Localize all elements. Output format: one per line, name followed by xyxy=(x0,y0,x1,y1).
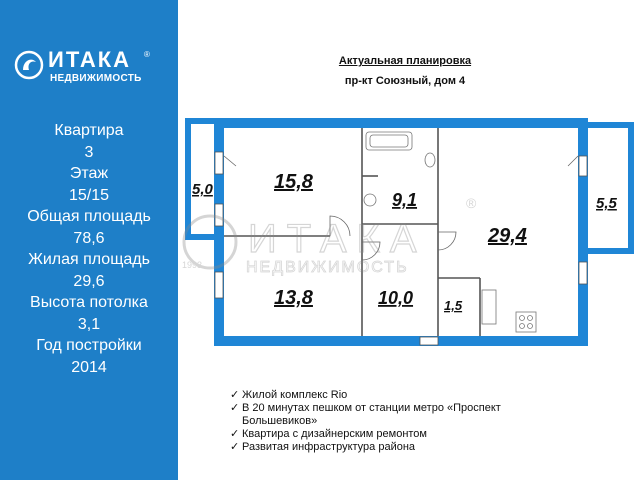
info-line: Квартира xyxy=(54,122,124,139)
room-area-label: 5,5 xyxy=(596,195,617,212)
feature-item xyxy=(230,389,560,402)
info-line: 3 xyxy=(84,143,94,161)
info-line: 15/15 xyxy=(68,186,110,204)
brand-logo xyxy=(14,48,164,84)
apartment-info xyxy=(0,120,178,378)
watermark-registered: ® xyxy=(466,195,477,211)
feature-text: В 20 минутах пешком от станции метро «Проспект Большевиков» xyxy=(242,402,501,427)
room-area-label: 9,1 xyxy=(392,190,418,210)
feature-item xyxy=(230,428,560,441)
info-line: Год постройки xyxy=(36,337,142,354)
plan-title: Актуальная планировка xyxy=(338,55,472,67)
room-area-label: 5,0 xyxy=(192,181,213,198)
info-line: 2014 xyxy=(71,358,107,376)
sidebar xyxy=(0,0,178,480)
room-area-label: 29,4 xyxy=(488,225,527,247)
feature-item xyxy=(230,402,560,428)
room-area-label: 15,8 xyxy=(274,171,313,193)
info-line: Высота потолка xyxy=(30,294,148,311)
feature-text: Развитая инфраструктура района xyxy=(242,441,416,453)
brand-registered-mark: ® xyxy=(144,50,150,59)
watermark-name: ИТАКА xyxy=(248,217,427,261)
floor-plan xyxy=(180,112,640,360)
info-line: Этаж xyxy=(69,165,109,182)
plan-address: пр-кт Союзный, дом 4 xyxy=(344,75,466,87)
check-icon: ✓ xyxy=(230,428,240,440)
room-area-label: 10,0 xyxy=(378,288,414,308)
features-list xyxy=(230,389,560,454)
watermark-subtitle: НЕДВИЖИМОСТЬ xyxy=(246,259,409,276)
feature-text: Квартира с дизайнерским ремонтом xyxy=(242,428,427,440)
info-line: 3,1 xyxy=(77,315,101,333)
check-icon: ✓ xyxy=(230,389,240,401)
feature-item xyxy=(230,441,560,454)
feature-text: Жилой комплекс Rio xyxy=(242,389,348,401)
room-area-label: 13,8 xyxy=(274,287,313,309)
check-icon: ✓ xyxy=(230,402,240,414)
info-line: 29,6 xyxy=(73,272,105,290)
logo-swirl-icon xyxy=(14,50,44,80)
check-icon: ✓ xyxy=(230,441,240,453)
brand-name: ИТАКА xyxy=(48,47,132,72)
info-line: 78,6 xyxy=(73,229,105,247)
watermark-year: 1993 xyxy=(182,260,203,270)
info-line: Жилая площадь xyxy=(28,251,150,268)
brand-subtitle: НЕДВИЖИМОСТЬ xyxy=(50,73,142,84)
room-area-label: 1,5 xyxy=(444,298,463,313)
info-line: Общая площадь xyxy=(27,208,151,225)
